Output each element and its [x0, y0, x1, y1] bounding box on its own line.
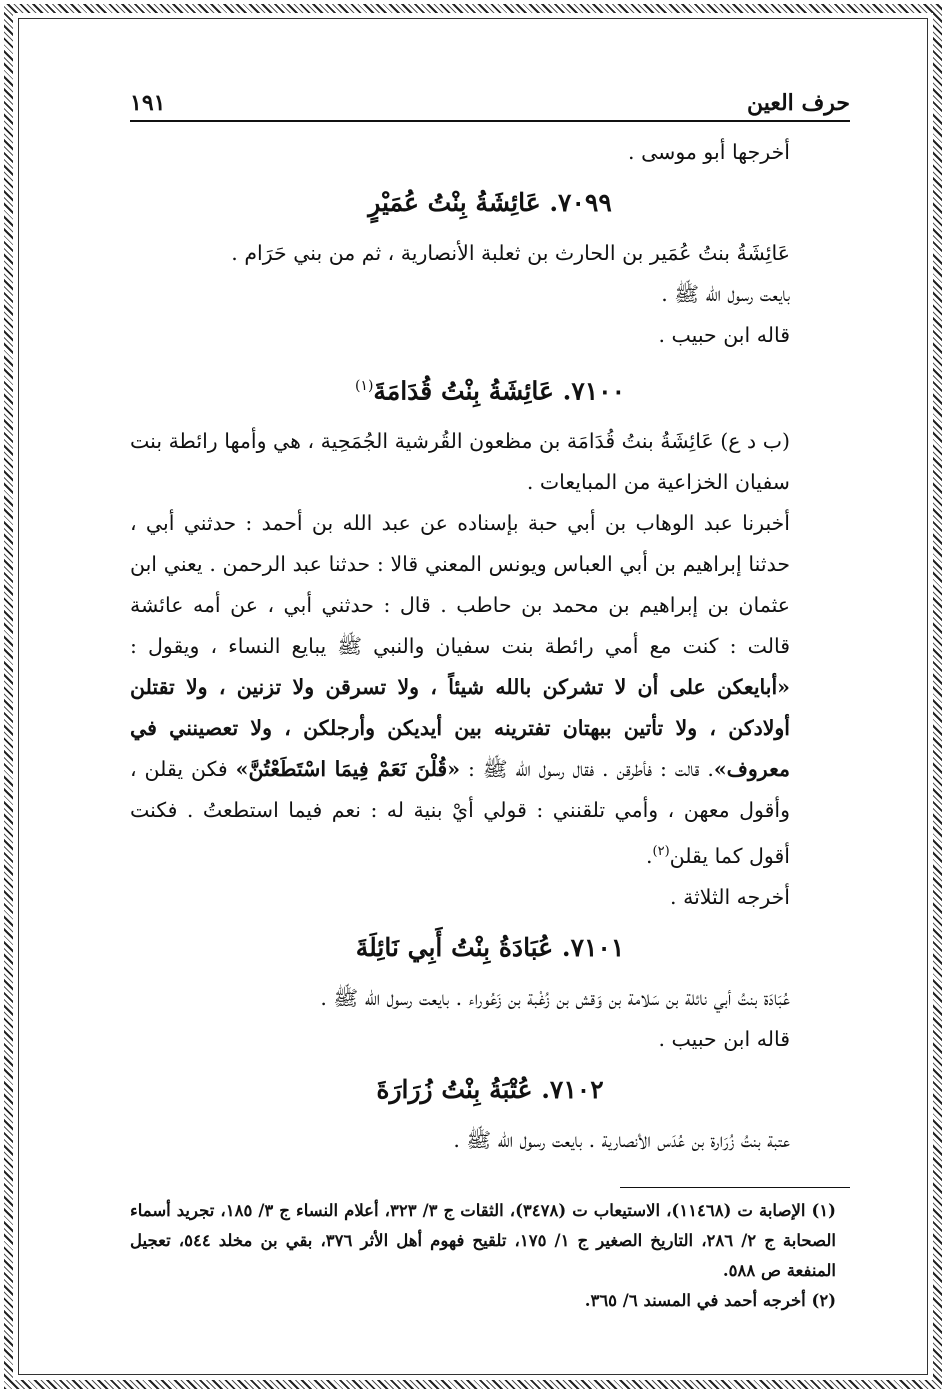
footnote-ref-2: (٢): [652, 844, 670, 860]
page-content: [130, 122, 850, 1316]
entry-7100-intro: (ب د ع) عَائِشَةُ بنتُ قُدَامَة بن مظعون القُرشية الجُمَحِية ، هي وأمها رائطة بنت سفيان الخزاعية من المبايعات .: [130, 429, 790, 495]
footnotes: [130, 1196, 850, 1316]
hadith-end: .: [645, 844, 653, 869]
entry-title-7100: [130, 358, 850, 419]
running-head: حرف العين: [746, 90, 850, 116]
entry-title-7099: ٧٠٩٩. عَائِشَةُ بِنْتُ عُمَيْرٍ: [368, 188, 612, 217]
continued-line: أخرجها أبو موسى .: [628, 140, 790, 164]
entry-7099-text2: بايعت رسول الله ﷺ .: [661, 282, 790, 306]
footnote-separator: [620, 1187, 850, 1188]
hadith-quote-1: «أبايعكن على أن لا تشركن بالله شيئاً ، ولا تسرقن ولا تزنين ، ولا تقتلن أولادكن ، ولا تأتين ببهتان تفترينه بين أيديكن وأرجلكن ، ولا تعصينني في معروف»: [130, 675, 790, 782]
page-header: [130, 70, 850, 122]
footnote-1: (١) الإصابة ت (١١٤٦٨)، الاستيعاب ت (٣٤٧٨)، الثقات ج ٣/ ٣٢٣، أعلام النساء ج ٣/ ١٨٥، تجريد أسماء الصحابة ج ٢/ ٢٨٦، التاريخ الصغير ج ١/ ١٧٥، تلقيح فهوم أهل الأثر ٣٧٦، بقي بن مخلد ٥٤٤، تعجيل المنفعة ص ٥٨٨.: [130, 1201, 836, 1281]
entry-7100-hadith: [130, 503, 850, 877]
entry-7101-text2: قاله ابن حبيب .: [658, 1027, 790, 1052]
footnote-2: (٢) أخرجه أحمد في المسند ٦/ ٣٦٥.: [584, 1291, 836, 1311]
footnote-ref-1: (١): [354, 378, 374, 394]
hadith-part-b: . قالت : فأطرقن . فقال رسول الله ﷺ :: [467, 757, 714, 782]
entry-7099-text3: قاله ابن حبيب .: [658, 323, 790, 347]
hadith-part-a: أخبرنا عبد الوهاب بن أبي حبة بإسناده عن عبد الله بن أحمد : حدثني أبي ، حدثنا إبراهيم بن أبي العباس ويونس المعني قالا : حدثنا عبد الرحمن . يعني ابن عثمان بن إبراهيم بن محمد بن حاطب . قال : حدثني أبي ، عن أمه عائشة قالت : كنت مع أمي رائطة بنت سفيان والنبي ﷺ يبايع النساء ، ويقول :: [130, 511, 790, 659]
entry-7102-text1: عتبة بنتُ زُرَارة بن عُدَس الأنصارية . بايعت رسول الله ﷺ .: [453, 1128, 790, 1153]
entry-title-7102: ٧١٠٢. عُتْبَةُ بِنْتُ زُرَارَةَ: [376, 1075, 604, 1105]
page-number: ١٩١: [130, 90, 166, 116]
entry-7101-text1: عُبَادَة بنتُ أبي نائلة بن سَلامة بن وَقش بن زُغْبة بن زَعُوراء . بايعت رسول الله ﷺ .: [320, 986, 790, 1011]
entry-title-7100-text: ٧١٠٠. عَائِشَةُ بِنْتُ قُدَامَةَ: [373, 376, 626, 406]
hadith-quote-2: «قُلْنَ نَعَمْ فِيمَا اسْتَطَعْتُنَّ»: [235, 757, 461, 782]
book-page: [130, 70, 850, 1360]
entry-title-7101: ٧١٠١. عُبَادَةُ بِنْتُ أَبِي نَائِلَةَ: [355, 933, 625, 963]
entry-7100-outro: أخرجه الثلاثة .: [670, 885, 790, 910]
entry-7099-text1: عَائِشَةُ بنتُ عُمَير بن الحارث بن ثعلبة الأنصارية ، ثم من بني حَرَام .: [231, 241, 790, 265]
hadith-part-c: فكن يقلن ، وأقول معهن ، وأمي تلقنني : قولي أيْ بنية له : نعم فيما استطعتُ . فكنت أقول كما يقلن: [130, 757, 790, 869]
